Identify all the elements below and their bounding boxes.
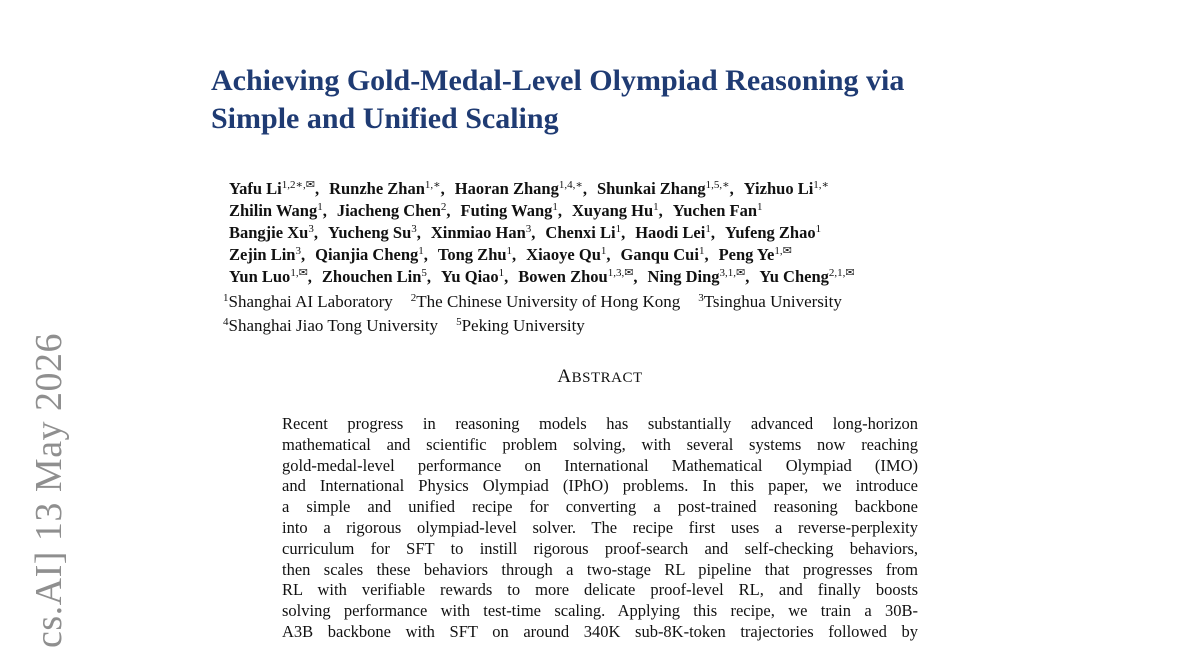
author: [229, 201, 323, 220]
author: [719, 245, 792, 264]
author-separator: ,: [416, 223, 421, 242]
author-name: Qianjia Cheng: [315, 245, 419, 264]
abstract-line: a simple and unified recipe for converting a post-trained reasoning backbone: [282, 497, 918, 517]
author-separator: ,: [704, 245, 709, 264]
author-line: [229, 200, 1029, 222]
author: [545, 223, 621, 242]
author-affiliation-marker: 5: [421, 267, 427, 279]
author-name: Yu Cheng: [759, 267, 829, 286]
abstract-line: mathematical and scientific problem solving, with several systems now reaching: [282, 434, 918, 454]
author-line: [229, 244, 1029, 266]
author: [431, 223, 531, 242]
author-affiliation-marker: 3: [525, 223, 532, 235]
author: [438, 245, 512, 264]
author-name: Tong Zhu: [437, 245, 507, 264]
paper-title: [211, 62, 1111, 138]
author-name: Ning Ding: [647, 267, 720, 286]
author-affiliation-marker: 1,3,✉: [607, 267, 634, 279]
abstract-heading-rest: BSTRACT: [571, 370, 643, 386]
author-affiliation-marker: 3: [308, 223, 314, 235]
affiliation-line: [223, 290, 1023, 314]
author-separator: ,: [423, 245, 428, 264]
author-affiliation-marker: 1,✉: [290, 267, 308, 279]
author-separator: ,: [504, 267, 509, 286]
author-separator: ,: [729, 179, 734, 198]
author: [328, 223, 417, 242]
author: [648, 267, 746, 286]
author: [725, 223, 821, 242]
author-separator: ,: [557, 201, 563, 220]
author-name: Xinmiao Han: [430, 223, 526, 242]
author-name: Jiacheng Chen: [336, 201, 441, 220]
author-affiliation-marker: 1: [815, 223, 822, 235]
author-name: Yu Qiao: [441, 267, 499, 286]
author: [329, 179, 441, 198]
author-affiliation-marker: 1: [506, 245, 513, 257]
author-separator: ,: [710, 223, 715, 242]
author-separator: ,: [606, 245, 611, 264]
affiliation-number: 1: [223, 292, 229, 304]
author-name: Bangjie Xu: [229, 223, 309, 242]
author-name: Xuyang Hu: [572, 201, 654, 220]
author-list: [229, 178, 1029, 288]
author-separator: ,: [658, 201, 663, 220]
affiliation-name: The Chinese University of Hong Kong: [416, 292, 681, 311]
affiliation-line: [223, 314, 1023, 338]
author-affiliation-marker: 3: [295, 245, 301, 257]
author: [229, 267, 308, 286]
author-name: Runzhe Zhan: [329, 179, 425, 198]
author-name: Chenxi Li: [545, 223, 616, 242]
author-name: Yun Luo: [229, 267, 291, 286]
author: [455, 179, 583, 198]
author: [572, 201, 659, 220]
author-affiliation-marker: 1: [418, 245, 424, 257]
affiliation-list: [223, 290, 1023, 338]
author-name: Shunkai Zhang: [596, 179, 706, 198]
author-separator: ,: [440, 179, 445, 198]
abstract-heading: [0, 366, 1200, 388]
affiliation: [223, 314, 438, 338]
author: [635, 223, 711, 242]
author-affiliation-marker: 1,∗: [424, 179, 441, 191]
abstract-line: gold-medal-level performance on International Mathematical Olympiad (IMO): [282, 455, 918, 475]
author-affiliation-marker: 1: [498, 267, 505, 279]
abstract-line: then scales these behaviors through a two-stage RL pipeline that progresses from: [282, 559, 918, 579]
author-line: [229, 222, 1029, 244]
arxiv-stamp-text: cs.AI] 13 May 2026: [28, 332, 70, 648]
author-separator: ,: [582, 179, 587, 198]
author-affiliation-marker: 1: [615, 223, 622, 235]
abstract-heading-initial: A: [557, 366, 572, 387]
author-name: Zhouchen Lin: [321, 267, 422, 286]
author-name: Zejin Lin: [229, 245, 296, 264]
title-line-1: Achieving Gold-Medal-Level Olympiad Reasoning via: [211, 64, 905, 97]
affiliation-number: 3: [698, 292, 704, 304]
author-separator: ,: [531, 223, 536, 242]
author-name: Yizhuo Li: [743, 179, 814, 198]
author-separator: ,: [426, 267, 432, 286]
author-affiliation-marker: 1: [552, 201, 558, 213]
author-affiliation-marker: 2,1,✉: [828, 267, 855, 279]
author-affiliation-marker: 1,✉: [774, 245, 792, 257]
author: [441, 267, 504, 286]
author-separator: ,: [307, 267, 312, 286]
author-affiliation-marker: 1: [757, 201, 763, 213]
affiliation-name: Tsinghua University: [703, 292, 842, 311]
author: [759, 267, 854, 286]
abstract-line: and International Physics Olympiad (IPhO) problems. In this paper, we introduce: [282, 476, 918, 496]
author-line: [229, 178, 1029, 200]
author-name: Haodi Lei: [635, 223, 706, 242]
affiliation: [698, 290, 842, 314]
author-name: Yuchen Fan: [672, 201, 758, 220]
affiliation-name: Shanghai AI Laboratory: [228, 292, 393, 311]
abstract-line: Recent progress in reasoning models has substantially advanced long-horizon: [282, 414, 918, 433]
affiliation-number: 4: [223, 316, 229, 328]
author-name: Yafu Li: [229, 179, 282, 198]
author-affiliation-marker: 1: [705, 223, 711, 235]
author: [461, 201, 558, 220]
author-name: Yucheng Su: [327, 223, 412, 242]
author-affiliation-marker: 3: [411, 223, 417, 235]
author-affiliation-marker: 1,5,∗: [705, 179, 730, 191]
author: [229, 179, 315, 198]
affiliation: [411, 290, 680, 314]
affiliation-name: Peking University: [461, 316, 585, 335]
abstract-line: solving performance with test-time scaling. Applying this recipe, we train a 30B-: [282, 601, 918, 621]
affiliation-number: 5: [456, 316, 462, 328]
author-affiliation-marker: 1: [698, 245, 705, 257]
author-name: Haoran Zhang: [454, 179, 559, 198]
author-affiliation-marker: 3,1,✉: [719, 267, 746, 279]
author: [597, 179, 730, 198]
affiliation-name: Shanghai Jiao Tong University: [228, 316, 439, 335]
author-affiliation-marker: 1,∗: [813, 179, 830, 191]
author: [322, 267, 427, 286]
author: [337, 201, 447, 220]
abstract-line: curriculum for SFT to instill rigorous proof-search and self-checking behaviors,: [282, 538, 918, 558]
author-affiliation-marker: 1: [600, 245, 607, 257]
abstract-line: RL with verifiable rewards to more delicate proof-level RL, and finally boosts: [282, 580, 918, 600]
author: [673, 201, 763, 220]
author-name: Futing Wang: [460, 201, 553, 220]
author: [229, 223, 314, 242]
author-name: Ganqu Cui: [620, 245, 699, 264]
author-name: Xiaoye Qu: [526, 245, 601, 264]
author-separator: ,: [446, 201, 451, 220]
author-separator: ,: [745, 267, 750, 286]
author-line: [229, 266, 1029, 288]
author-affiliation-marker: 1: [653, 201, 659, 213]
author-separator: ,: [322, 201, 327, 220]
author-separator: ,: [314, 179, 320, 198]
author: [229, 245, 301, 264]
author-affiliation-marker: 2: [440, 201, 447, 213]
affiliation: [223, 290, 393, 314]
title-line-2: Simple and Unified Scaling: [211, 102, 559, 135]
author-name: Bowen Zhou: [518, 267, 608, 286]
abstract-body: [282, 414, 918, 643]
author-name: Zhilin Wang: [229, 201, 318, 220]
affiliation: [456, 314, 585, 338]
author-name: Yufeng Zhao: [724, 223, 816, 242]
author-affiliation-marker: 1,4,∗: [558, 179, 583, 191]
author: [526, 245, 606, 264]
author-separator: ,: [512, 245, 517, 264]
author: [315, 245, 424, 264]
abstract-line: into a rigorous olympiad-level solver. The recipe first uses a reverse-perplexity: [282, 517, 918, 537]
author-separator: ,: [313, 223, 318, 242]
author: [744, 179, 829, 198]
author-affiliation-marker: 1,2∗,✉: [281, 179, 315, 191]
abstract-line: A3B backbone with SFT on around 340K sub-8K-token trajectories followed by: [282, 621, 918, 641]
author: [621, 245, 705, 264]
author-affiliation-marker: 1: [317, 201, 323, 213]
author-separator: ,: [621, 223, 626, 242]
author: [518, 267, 633, 286]
author-separator: ,: [300, 245, 306, 264]
affiliation-number: 2: [410, 292, 417, 304]
author-separator: ,: [633, 267, 638, 286]
author-name: Peng Ye: [718, 245, 775, 264]
